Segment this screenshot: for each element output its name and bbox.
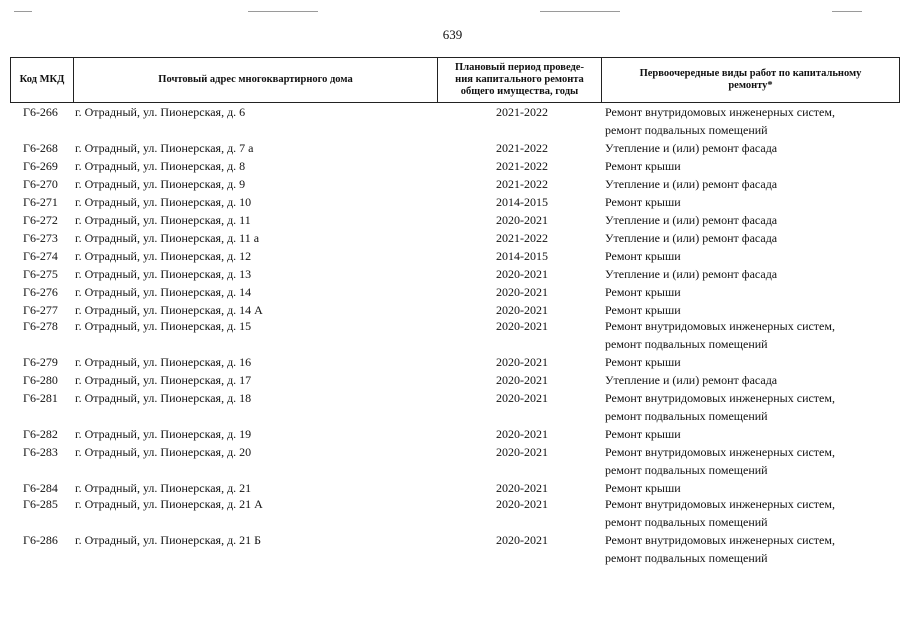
work-line: Утепление и (или) ремонт фасада: [605, 231, 778, 245]
mkd-code: Г6-280: [23, 373, 58, 387]
planned-period: 2021-2022: [496, 231, 548, 245]
priority-works: [605, 139, 900, 157]
priority-works: [605, 157, 900, 175]
postal-address: г. Отрадный, ул. Пионерская, д. 17: [75, 373, 252, 387]
planned-period: 2020-2021: [496, 267, 548, 281]
mkd-code: Г6-283: [23, 445, 58, 459]
work-line: ремонт подвальных помещений: [605, 515, 768, 529]
postal-address: г. Отрадный, ул. Пионерская, д. 8: [75, 159, 246, 173]
header-works: Первоочередные виды работ по капитальному ремонту*: [602, 58, 900, 102]
priority-works: [605, 317, 900, 353]
work-line: Утепление и (или) ремонт фасада: [605, 373, 778, 387]
priority-works: [605, 371, 900, 389]
work-line: Ремонт крыши: [605, 355, 681, 369]
priority-works: [605, 389, 900, 425]
planned-period: 2020-2021: [496, 213, 548, 227]
mkd-code: Г6-281: [23, 391, 58, 405]
mkd-code: Г6-278: [23, 319, 58, 333]
work-line: ремонт подвальных помещений: [605, 123, 768, 137]
mkd-code: Г6-270: [23, 177, 58, 191]
priority-works: [605, 353, 900, 371]
mkd-code: Г6-279: [23, 355, 58, 369]
work-line: Ремонт внутридомовых инженерных систем,: [605, 533, 835, 547]
planned-period: 2020-2021: [496, 285, 548, 299]
mkd-code: Г6-269: [23, 159, 58, 173]
work-line: ремонт подвальных помещений: [605, 551, 768, 565]
work-line: Ремонт крыши: [605, 481, 681, 495]
planned-period: 2020-2021: [496, 355, 548, 369]
mkd-code: Г6-266: [23, 105, 58, 119]
planned-period: 2014-2015: [496, 249, 548, 263]
postal-address: г. Отрадный, ул. Пионерская, д. 21: [75, 481, 252, 495]
planned-period: 2020-2021: [496, 319, 548, 333]
work-line: Утепление и (или) ремонт фасада: [605, 267, 778, 281]
work-line: Утепление и (или) ремонт фасада: [605, 177, 778, 191]
postal-address: г. Отрадный, ул. Пионерская, д. 21 А: [75, 497, 263, 511]
mkd-code: Г6-274: [23, 249, 58, 263]
work-line: Ремонт крыши: [605, 159, 681, 173]
priority-works: [605, 425, 900, 443]
work-line: ремонт подвальных помещений: [605, 409, 768, 423]
priority-works: [605, 103, 900, 139]
planned-period: 2020-2021: [496, 373, 548, 387]
mkd-code: Г6-282: [23, 427, 58, 441]
planned-period: 2020-2021: [496, 481, 548, 495]
postal-address: г. Отрадный, ул. Пионерская, д. 11: [75, 213, 251, 227]
mkd-code: Г6-276: [23, 285, 58, 299]
planned-period: 2021-2022: [496, 177, 548, 191]
priority-works: [605, 247, 900, 265]
mkd-code: Г6-273: [23, 231, 58, 245]
planned-period: 2020-2021: [496, 533, 548, 547]
postal-address: г. Отрадный, ул. Пионерская, д. 20: [75, 445, 252, 459]
priority-works: [605, 443, 900, 479]
planned-period: 2014-2015: [496, 195, 548, 209]
work-line: Ремонт внутридомовых инженерных систем,: [605, 391, 835, 405]
planned-period: 2020-2021: [496, 445, 548, 459]
header-code: Код МКД: [11, 58, 74, 102]
mkd-code: Г6-284: [23, 481, 58, 495]
postal-address: г. Отрадный, ул. Пионерская, д. 10: [75, 195, 252, 209]
work-line: Утепление и (или) ремонт фасада: [605, 213, 778, 227]
work-line: Ремонт внутридомовых инженерных систем,: [605, 445, 835, 459]
mkd-code: Г6-268: [23, 141, 58, 155]
work-line: Утепление и (или) ремонт фасада: [605, 141, 778, 155]
planned-period: 2021-2022: [496, 105, 548, 119]
page-number: 639: [442, 27, 463, 42]
postal-address: г. Отрадный, ул. Пионерская, д. 21 Б: [75, 533, 262, 547]
planned-period: 2020-2021: [496, 427, 548, 441]
work-line: Ремонт крыши: [605, 195, 681, 209]
work-line: ремонт подвальных помещений: [605, 463, 768, 477]
postal-address: г. Отрадный, ул. Пионерская, д. 7 а: [75, 141, 254, 155]
postal-address: г. Отрадный, ул. Пионерская, д. 19: [75, 427, 252, 441]
planned-period: 2021-2022: [496, 141, 548, 155]
work-line: Ремонт крыши: [605, 427, 681, 441]
priority-works: [605, 175, 900, 193]
mkd-code: Г6-271: [23, 195, 58, 209]
postal-address: г. Отрадный, ул. Пионерская, д. 6: [75, 105, 246, 119]
planned-period: 2020-2021: [496, 391, 548, 405]
priority-works: [605, 265, 900, 283]
priority-works: [605, 211, 900, 229]
postal-address: г. Отрадный, ул. Пионерская, д. 18: [75, 391, 252, 405]
priority-works: [605, 283, 900, 301]
postal-address: г. Отрадный, ул. Пионерская, д. 13: [75, 267, 252, 281]
priority-works: [605, 531, 900, 567]
mkd-code: Г6-272: [23, 213, 58, 227]
postal-address: г. Отрадный, ул. Пионерская, д. 11 а: [75, 231, 260, 245]
postal-address: г. Отрадный, ул. Пионерская, д. 12: [75, 249, 252, 263]
work-line: Ремонт внутридомовых инженерных систем,: [605, 105, 835, 119]
priority-works: [605, 495, 900, 531]
mkd-code: Г6-286: [23, 533, 58, 547]
work-line: Ремонт крыши: [605, 249, 681, 263]
priority-works: [605, 229, 900, 247]
work-line: Ремонт внутридомовых инженерных систем,: [605, 497, 835, 511]
work-line: ремонт подвальных помещений: [605, 337, 768, 351]
mkd-code: Г6-275: [23, 267, 58, 281]
postal-address: г. Отрадный, ул. Пионерская, д. 9: [75, 177, 246, 191]
work-line: Ремонт крыши: [605, 285, 681, 299]
planned-period: 2020-2021: [496, 303, 548, 317]
priority-works: [605, 193, 900, 211]
planned-period: 2021-2022: [496, 159, 548, 173]
header-address: Почтовый адрес многоквартирного дома: [74, 58, 438, 102]
postal-address: г. Отрадный, ул. Пионерская, д. 14: [75, 285, 252, 299]
mkd-code: Г6-277: [23, 303, 58, 317]
postal-address: г. Отрадный, ул. Пионерская, д. 14 А: [75, 303, 263, 317]
mkd-code: Г6-285: [23, 497, 58, 511]
postal-address: г. Отрадный, ул. Пионерская, д. 15: [75, 319, 252, 333]
planned-period: 2020-2021: [496, 497, 548, 511]
header-period: Плановый период проведе- ния капитального ремонта общего имущества, годы: [438, 58, 602, 102]
postal-address: г. Отрадный, ул. Пионерская, д. 16: [75, 355, 252, 369]
work-line: Ремонт внутридомовых инженерных систем,: [605, 319, 835, 333]
work-line: Ремонт крыши: [605, 303, 681, 317]
